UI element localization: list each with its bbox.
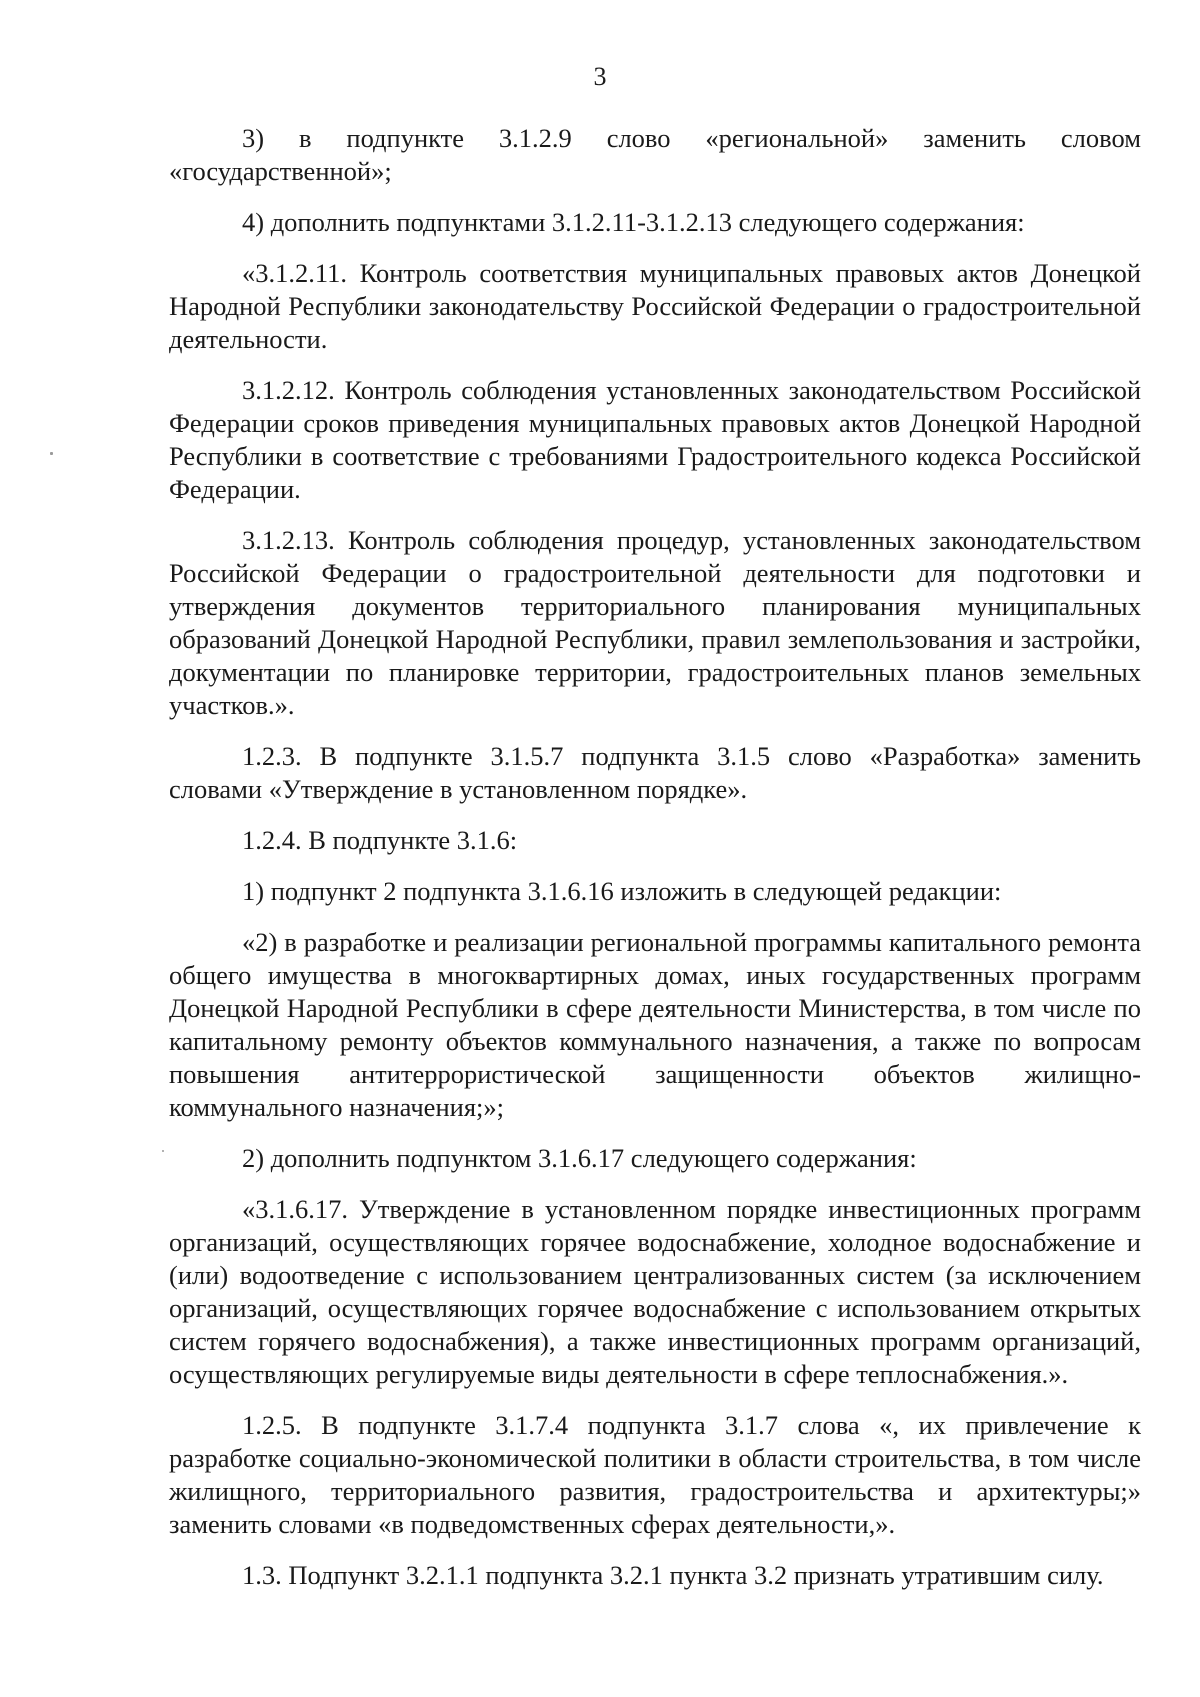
paragraph-add-subitems: 4) дополнить подпунктами 3.1.2.11-3.1.2.13 следующего содержания: [242, 207, 1025, 237]
paragraph-1-3: 1.3. Подпункт 3.2.1.1 подпункта 3.2.1 пункта 3.2 признать утратившим силу. [242, 1560, 1104, 1590]
paragraph-3-1-2-11: «3.1.2.11. Контроль соответствия муниципальных правовых актов Донецкой Народной Республики законодательству Российской Федерации о градостроительной деятельности. [169, 258, 1141, 354]
page-number: 3 [593, 62, 607, 91]
paragraph-1-2-5: 1.2.5. В подпункте 3.1.7.4 подпункта 3.1.7 слова «, их привлечение к разработке социально-экономической политики в области строительства, в том числе жилищного, территориального развития, градостроительства и архитектуры;» заменить словами «в подведомственных сферах деятельности,». [169, 1410, 1141, 1539]
paragraph-3-1-2-13: 3.1.2.13. Контроль соблюдения процедур, установленных законодательством Российской Федерации о градостроительной деятельности для подготовки и утверждения документов территориального планирования муниципальных образований Донецкой Народной Республики, правил землепользования и застройки, документации по планировке территории, градостроительных планов земельных участков.». [169, 525, 1141, 720]
scan-speck [50, 452, 53, 455]
paragraph-1-2-3: 1.2.3. В подпункте 3.1.5.7 подпункта 3.1.5 слово «Разработка» заменить словами «Утверждение в установленном порядке». [169, 741, 1141, 804]
paragraph-3-1-2-9: 3) в подпункте 3.1.2.9 слово «региональной» заменить словом «государственной»; [169, 123, 1141, 186]
scan-speck [162, 1150, 164, 1152]
paragraph-3-1-6-17-intro: 2) дополнить подпунктом 3.1.6.17 следующего содержания: [242, 1143, 917, 1173]
document-body [169, 122, 1141, 1610]
paragraph-3-1-6-16-text: «2) в разработке и реализации региональной программы капитального ремонта общего имущества в многоквартирных домах, иных государственных программ Донецкой Народной Республики в сфере деятельности Министерства, в том числе по капитальному ремонту объектов коммунального назначения, а также по вопросам повышения антитеррористической защищенности объектов жилищно-коммунального назначения;»; [169, 927, 1141, 1122]
paragraph-3-1-6-17-text: «3.1.6.17. Утверждение в установленном порядке инвестиционных программ организаций, осуществляющих горячее водоснабжение, холодное водоснабжение и (или) водоотведение с использованием централизованных систем (за исключением организаций, осуществляющих горячее водоснабжение с использованием открытых систем горячего водоснабжения), а также инвестиционных программ организаций, осуществляющих регулируемые виды деятельности в сфере теплоснабжения.». [169, 1194, 1141, 1389]
paragraph-1-2-4: 1.2.4. В подпункте 3.1.6: [242, 825, 518, 855]
paragraph-3-1-2-12: 3.1.2.12. Контроль соблюдения установленных законодательством Российской Федерации сроков приведения муниципальных правовых актов Донецкой Народной Республики в соответствие с требованиями Градостроительного кодекса Российской Федерации. [169, 375, 1141, 504]
paragraph-3-1-6-16-intro: 1) подпункт 2 подпункта 3.1.6.16 изложить в следующей редакции: [242, 876, 1002, 906]
